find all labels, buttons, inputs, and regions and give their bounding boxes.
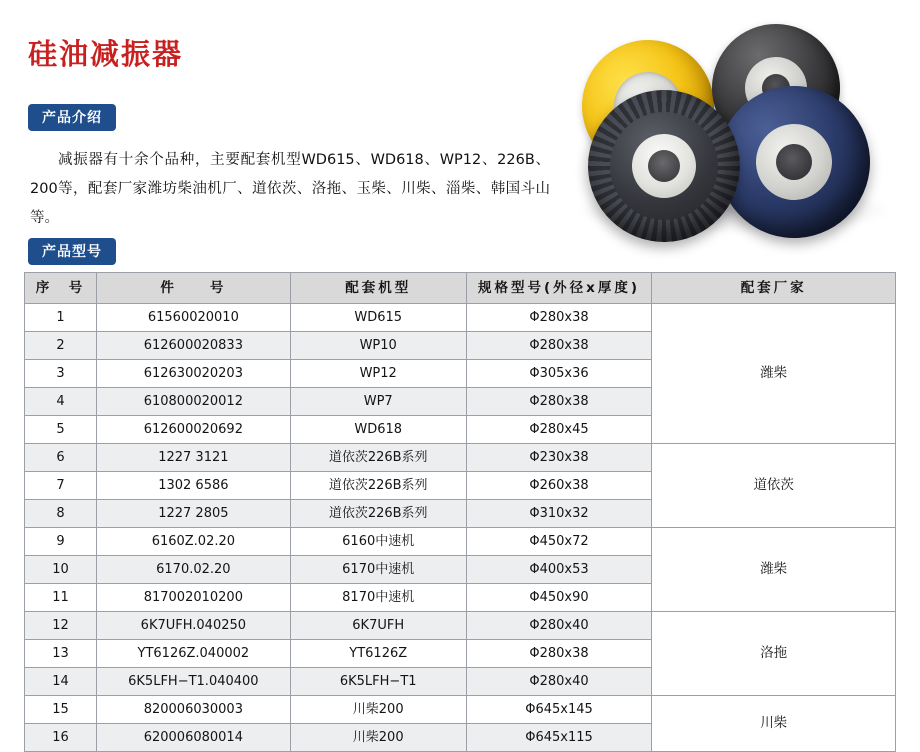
cell-specification: Φ450x72	[466, 528, 652, 556]
cell-part-number: 610800020012	[96, 388, 290, 416]
cell-specification: Φ400x53	[466, 556, 652, 584]
cell-part-number: 1227 3121	[96, 444, 290, 472]
cell-specification: Φ645x115	[466, 724, 652, 752]
cell-engine-model: WD618	[290, 416, 466, 444]
cell-specification: Φ310x32	[466, 500, 652, 528]
cell-no: 6	[25, 444, 97, 472]
cell-no: 14	[25, 668, 97, 696]
cell-specification: Φ305x36	[466, 360, 652, 388]
table-row	[25, 528, 896, 556]
cell-specification: Φ280x38	[466, 304, 652, 332]
cell-specification: Φ280x38	[466, 640, 652, 668]
cell-part-number: 6160Z.02.20	[96, 528, 290, 556]
cell-no: 2	[25, 332, 97, 360]
cell-part-number: 6K7UFH.040250	[96, 612, 290, 640]
cell-engine-model: 川柴200	[290, 724, 466, 752]
cell-no: 11	[25, 584, 97, 612]
page-title: 硅油减振器	[28, 37, 184, 71]
cell-specification: Φ450x90	[466, 584, 652, 612]
cell-specification: Φ280x45	[466, 416, 652, 444]
cell-part-number: 612600020833	[96, 332, 290, 360]
intro-paragraph: 减振器有十余个品种，主要配套机型WD615、WD618、WP12、226B、200等，配套厂家潍坊柴油机厂、道依茨、洛拖、玉柴、川柴、淄柴、韩国斗山等。	[30, 152, 550, 226]
cell-no: 13	[25, 640, 97, 668]
cell-engine-model: 6160中速机	[290, 528, 466, 556]
cell-engine-model: 6K7UFH	[290, 612, 466, 640]
cell-specification: Φ280x38	[466, 332, 652, 360]
cell-no: 16	[25, 724, 97, 752]
cell-part-number: 61560020010	[96, 304, 290, 332]
cell-part-number: 820006030003	[96, 696, 290, 724]
column-header-maker: 配套厂家	[652, 273, 896, 304]
cell-engine-model: 6K5LFH−T1	[290, 668, 466, 696]
cell-part-number: 620006080014	[96, 724, 290, 752]
table-row	[25, 444, 896, 472]
column-header-no: 序 号	[25, 273, 97, 304]
cell-specification: Φ645x145	[466, 696, 652, 724]
section-tag-intro: 产品介绍	[28, 104, 116, 131]
cell-no: 7	[25, 472, 97, 500]
cell-manufacturer: 潍柴	[652, 528, 896, 612]
table-header-row	[25, 273, 896, 304]
column-header-part: 件 号	[96, 273, 290, 304]
cell-no: 12	[25, 612, 97, 640]
cell-engine-model: WP12	[290, 360, 466, 388]
cell-no: 15	[25, 696, 97, 724]
cell-part-number: 817002010200	[96, 584, 290, 612]
cell-engine-model: 道依茨226B系列	[290, 444, 466, 472]
column-header-model: 配套机型	[290, 273, 466, 304]
section-tag-models: 产品型号	[28, 238, 116, 265]
cell-engine-model: 道依茨226B系列	[290, 500, 466, 528]
cell-engine-model: 道依茨226B系列	[290, 472, 466, 500]
cell-no: 8	[25, 500, 97, 528]
cell-specification: Φ230x38	[466, 444, 652, 472]
cell-specification: Φ260x38	[466, 472, 652, 500]
cell-specification: Φ280x40	[466, 612, 652, 640]
cell-part-number: 1227 2805	[96, 500, 290, 528]
cell-manufacturer: 川柴	[652, 696, 896, 752]
specification-table	[24, 272, 896, 752]
cell-engine-model: 6170中速机	[290, 556, 466, 584]
table-body	[25, 304, 896, 752]
cell-part-number: 6K5LFH−T1.040400	[96, 668, 290, 696]
cell-engine-model: 8170中速机	[290, 584, 466, 612]
cell-specification: Φ280x38	[466, 388, 652, 416]
product-photo	[560, 8, 912, 256]
cell-manufacturer: 道依茨	[652, 444, 896, 528]
table-header	[25, 273, 896, 304]
cell-engine-model: WD615	[290, 304, 466, 332]
cell-no: 3	[25, 360, 97, 388]
cell-part-number: 612600020692	[96, 416, 290, 444]
cell-no: 9	[25, 528, 97, 556]
cell-engine-model: 川柴200	[290, 696, 466, 724]
cell-engine-model: WP10	[290, 332, 466, 360]
table-row	[25, 696, 896, 724]
cell-part-number: 612630020203	[96, 360, 290, 388]
table-row	[25, 304, 896, 332]
cell-part-number: YT6126Z.040002	[96, 640, 290, 668]
cell-part-number: 6170.02.20	[96, 556, 290, 584]
cell-no: 10	[25, 556, 97, 584]
column-header-spec: 规格型号(外径x厚度)	[466, 273, 652, 304]
cell-part-number: 1302 6586	[96, 472, 290, 500]
cell-manufacturer: 潍柴	[652, 304, 896, 444]
cell-specification: Φ280x40	[466, 668, 652, 696]
cell-engine-model: WP7	[290, 388, 466, 416]
cell-no: 5	[25, 416, 97, 444]
cell-engine-model: YT6126Z	[290, 640, 466, 668]
table-row	[25, 612, 896, 640]
cell-manufacturer: 洛拖	[652, 612, 896, 696]
cell-no: 4	[25, 388, 97, 416]
cell-no: 1	[25, 304, 97, 332]
